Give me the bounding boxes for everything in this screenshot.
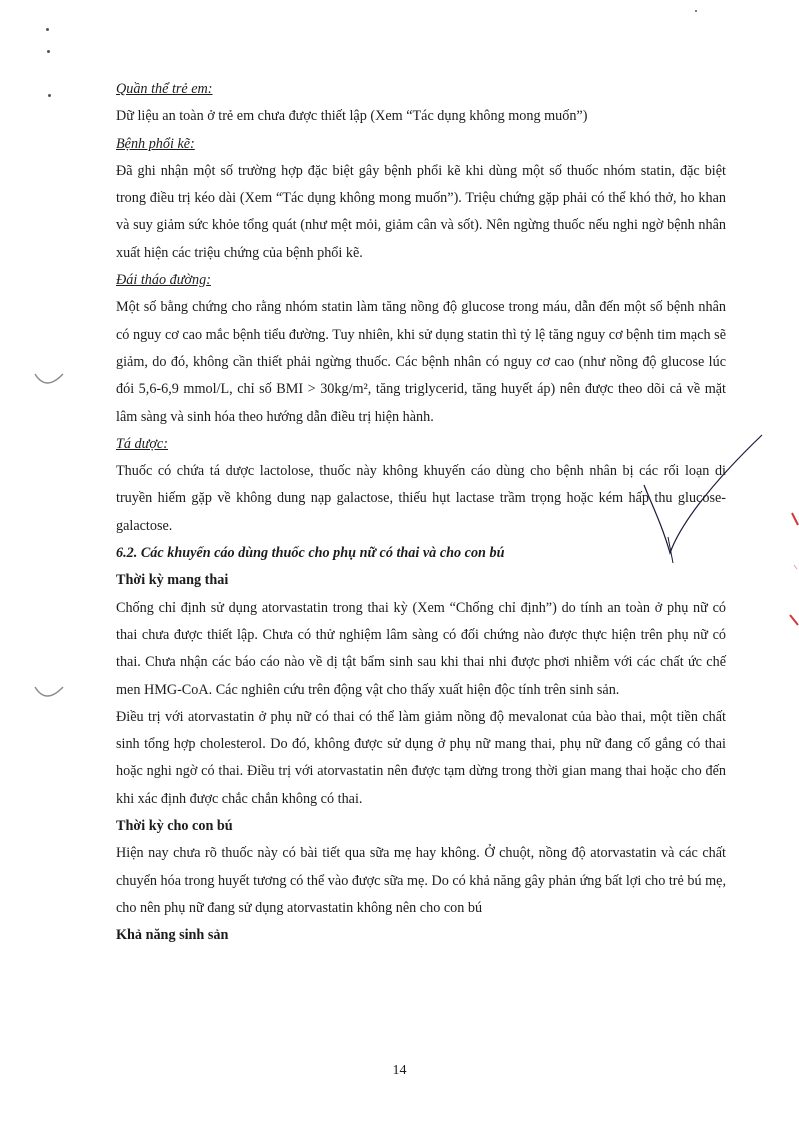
document-body xyxy=(116,76,726,950)
seal-edge-mark xyxy=(780,505,799,635)
binder-hole-mark xyxy=(32,683,66,705)
subheading-interstitial-lung-disease: Bệnh phổi kẽ: xyxy=(116,135,195,152)
subheading-fertility: Khả năng sinh sản xyxy=(116,927,229,944)
subheading-pediatric: Quần thể trẻ em: xyxy=(116,81,213,97)
subheading-breastfeeding: Thời kỳ cho con bú xyxy=(116,818,233,835)
subheading-pregnancy: Thời kỳ mang thai xyxy=(116,572,229,589)
paragraph: Hiện nay chưa rõ thuốc này có bài tiết qua sữa mẹ hay không. Ở chuột, nồng độ atorvastatin và các chất chuyển hóa trong huyết tương có thể vào được sữa mẹ. Do có khả năng gây phản ứng bất lợi cho trẻ bú mẹ, cho nên phụ nữ đang sử dụng atorvastatin không nên cho con bú xyxy=(116,845,726,916)
scan-dot xyxy=(48,94,51,97)
subheading-diabetes: Đái tháo đường: xyxy=(116,272,211,289)
scan-dot xyxy=(695,10,697,12)
paragraph: Dữ liệu an toàn ở trẻ em chưa được thiết lập (Xem “Tác dụng không mong muốn”) xyxy=(116,108,588,125)
scan-dot xyxy=(46,28,49,31)
binder-hole-mark xyxy=(32,370,66,392)
paragraph: Thuốc có chứa tá dược lactolose, thuốc này không khuyến cáo dùng cho bệnh nhân bị các rối loạn di truyền hiếm gặp về không dung nạp galactose, thiếu hụt lactase trầm trọng hoặc kém hấp thu glucose-galactose. xyxy=(116,463,726,534)
subheading-excipients: Tá dược: xyxy=(116,435,168,452)
scan-dot xyxy=(47,50,50,53)
paragraph: Điều trị với atorvastatin ở phụ nữ có thai có thể làm giảm nồng độ mevalonat của bào thai, một tiền chất sinh tổng hợp cholesterol. Do đó, không được sử dụng ở phụ nữ mang thai, phụ nữ đang cố gắng có thai hoặc nghi ngờ có thai. Điều trị với atorvastatin nên được tạm dừng trong thời gian mang thai hoặc cho đến khi xác định được chắc chắn không có thai. xyxy=(116,708,726,807)
paragraph: Một số bằng chứng cho rằng nhóm statin làm tăng nồng độ glucose trong máu, dẫn đến một số bệnh nhân có nguy cơ cao mắc bệnh tiểu đường. Tuy nhiên, khi sử dụng statin thì tỷ lệ tăng nguy cơ bệnh tim mạch sẽ giảm, do đó, không cần thiết phải ngừng thuốc. Các bệnh nhân có nguy cơ cao (như nồng độ glucose lúc đói 5,6-6,9 mmol/L, chỉ số BMI > 30kg/m², tăng triglycerid, tăng huyết áp) nên được theo dõi cả về mặt lâm sàng và sinh hóa theo hướng dẫn điều trị hiện hành. xyxy=(116,299,726,425)
page-number: 14 xyxy=(392,1063,407,1078)
paragraph: Chống chỉ định sử dụng atorvastatin trong thai kỳ (Xem “Chống chỉ định”) do tính an toàn ở phụ nữ có thai chưa được thiết lập. Chưa có thử nghiệm lâm sàng có đối chứng nào được thực hiện trên phụ nữ có thai. Chưa nhận các báo cáo nào về dị tật bẩm sinh sau khi thai nhi được phơi nhiễm với các chất ức chế men HMG-CoA. Các nghiên cứu trên động vật cho thấy xuất hiện độc tính trên sinh sản. xyxy=(116,599,726,698)
paragraph: Đã ghi nhận một số trường hợp đặc biệt gây bệnh phổi kẽ khi dùng một số thuốc nhóm statin, đặc biệt trong điều trị kéo dài (Xem “Tác dụng không mong muốn”). Triệu chứng gặp phải có thể khó thở, ho khan và suy giảm sức khỏe tổng quát (như mệt mỏi, giảm cân và sốt). Nên ngừng thuốc nếu nghi ngờ bệnh nhân xuất hiện các triệu chứng của bệnh phổi kẽ. xyxy=(116,162,726,261)
section-heading: 6.2. Các khuyến cáo dùng thuốc cho phụ nữ có thai và cho con bú xyxy=(116,545,505,562)
